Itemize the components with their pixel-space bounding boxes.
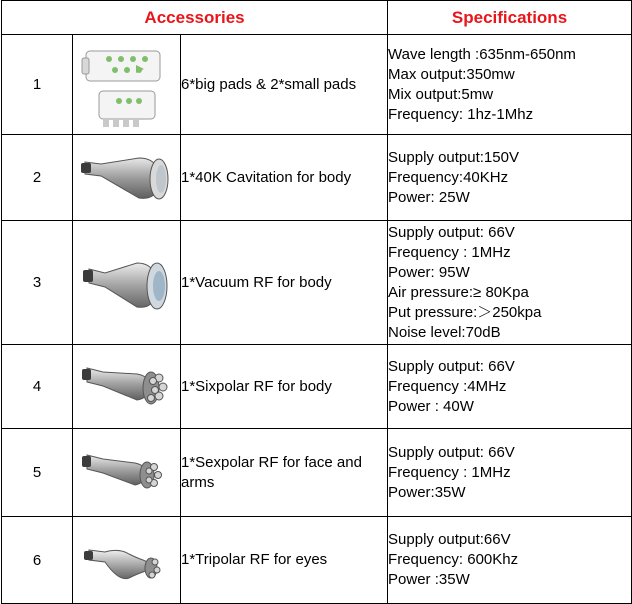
spec-line: Air pressure:≥ 80Kpa [388, 283, 529, 301]
accessory-name: 1*Tripolar RF for eyes [181, 517, 388, 604]
row-number: 5 [2, 429, 73, 517]
table-row [2, 345, 632, 429]
table-row [2, 135, 632, 221]
spec-line: Wave length :635nm-650nm [388, 45, 576, 63]
spec-line: Frequency: 1hz-1Mhz [388, 105, 534, 123]
table-row [2, 429, 632, 517]
row-number: 6 [2, 517, 73, 604]
specifications-header: Specifications [388, 1, 632, 35]
spec-list [388, 135, 632, 221]
accessory-name: 1*40K Cavitation for body [181, 135, 388, 221]
accessory-image-cell [73, 345, 181, 429]
spec-line: Supply output: 66V [388, 357, 515, 375]
spec-line: Power : 40W [388, 397, 474, 415]
sexpolar-rf-probe-icon [79, 435, 175, 511]
row-number: 4 [2, 345, 73, 429]
spec-line: Supply output:66V [388, 531, 511, 548]
spec-line: Frequency : 1MHz [388, 463, 511, 481]
specification-table [1, 0, 632, 604]
accessory-name: 6*big pads & 2*small pads [181, 35, 388, 135]
spec-list [388, 35, 632, 135]
spec-line: Frequency:40KHz [388, 168, 509, 186]
spec-list [388, 517, 632, 604]
accessory-image-cell [73, 35, 181, 135]
table-row [2, 221, 632, 345]
spec-line: Power :35W [388, 571, 470, 588]
spec-list [388, 345, 632, 429]
spec-line: Noise level:70dB [388, 323, 501, 341]
accessory-name: 1*Sexpolar RF for face and arms [181, 429, 388, 517]
accessory-name: 1*Vacuum RF for body [181, 221, 388, 345]
spec-line: Power:35W [388, 483, 466, 501]
spec-line: Supply output: 66V [388, 223, 515, 241]
spec-line: Supply output:150V [388, 148, 519, 166]
spec-line: Power: 95W [388, 263, 470, 281]
row-number: 2 [2, 135, 73, 221]
spec-line: Put pressure:＞250kpa [388, 303, 542, 321]
spec-line: Frequency :4MHz [388, 377, 507, 395]
spec-line: Max output:350mw [388, 65, 515, 83]
accessory-image-cell [73, 135, 181, 221]
spec-line: Frequency : 1MHz [388, 243, 511, 261]
electrode-pads-icon [79, 39, 175, 131]
accessory-name: 1*Sixpolar RF for body [181, 345, 388, 429]
accessory-image-cell [73, 221, 181, 345]
spec-line: Frequency: 600Khz [388, 551, 519, 568]
cavitation-probe-icon [79, 140, 175, 216]
table-row [2, 35, 632, 135]
accessory-image-cell [73, 429, 181, 517]
spec-line: Mix output:5mw [388, 85, 494, 103]
tripolar-rf-probe-icon [79, 522, 175, 598]
spec-line: Power: 25W [388, 188, 470, 206]
vacuum-rf-probe-icon [79, 235, 175, 331]
row-number: 1 [2, 35, 73, 135]
row-number: 3 [2, 221, 73, 345]
table-row [2, 517, 632, 604]
sixpolar-rf-probe-icon [79, 350, 175, 424]
accessories-header: Accessories [2, 1, 388, 35]
header-row [2, 1, 632, 35]
accessory-image-cell [73, 517, 181, 604]
spec-list [388, 429, 632, 517]
spec-line: Supply output: 66V [388, 443, 515, 461]
spec-list [388, 221, 632, 345]
